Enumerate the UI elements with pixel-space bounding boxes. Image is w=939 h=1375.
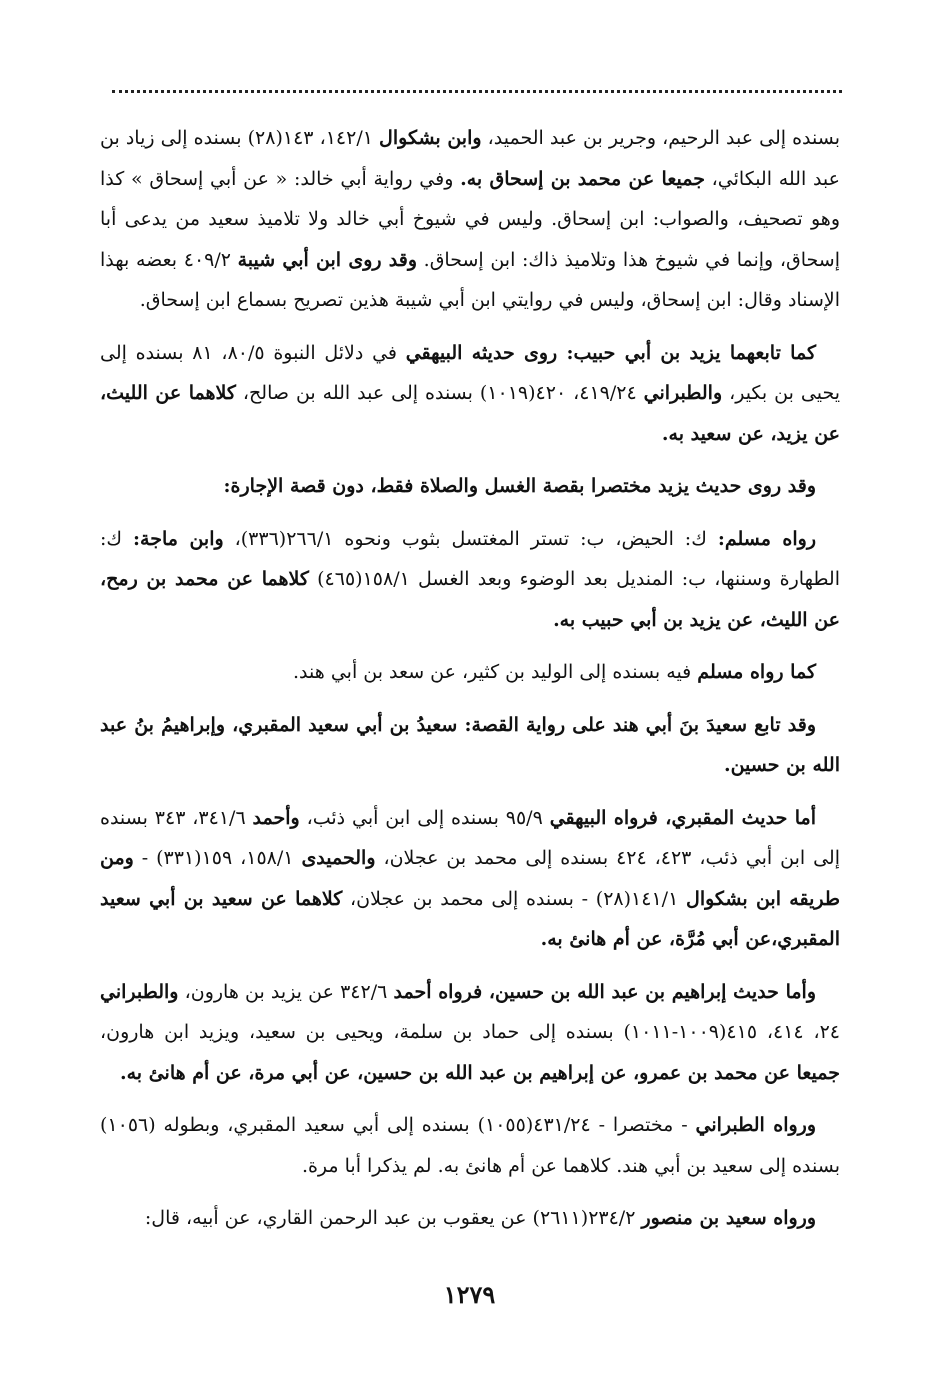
- bold-text-segment: وأما حديث إبراهيم بن عبد الله بن حسين، فرواه أحمد: [393, 980, 817, 1003]
- bold-text-segment: وقد تابع سعيدَ بنَ أبي هند على رواية القصة: سعيدُ بن أبي سعيد المقبري، وإبراهيمُ بنُ عبد الله بن حسين.: [100, 713, 840, 776]
- bold-text-segment: وابن ماجة:: [133, 527, 224, 550]
- bold-text-segment: كما تابعهما يزيد بن أبي حبيب: روى حديثه البيهقي: [405, 341, 817, 364]
- bold-text-segment: ورواه الطبراني: [695, 1114, 817, 1136]
- top-dotted-rule: [112, 90, 842, 93]
- bold-text-segment: والطبراني: [100, 980, 179, 1003]
- paragraph: [100, 1198, 840, 1239]
- text-segment: وفي رواية أبي خالد: « عن أبي إسحاق » كذا وهو تصحيف، والصواب: ابن إسحاق. وليس في شيوخ أبي خالد ولا تلاميذ سعيد من يدعى أبا إسحاق، وإنما في شيوخ هذا وتلاميذ ذاك: ابن إسحاق.: [100, 167, 840, 271]
- text-segment: ك: الطهارة وسننها، ب: المنديل بعد الوضوء وبعد الغسل ١٥٨/١(٤٦٥): [100, 527, 841, 590]
- text-segment: ٤١٩/٢٤، ٤٢٠(١٠١٩) بسنده إلى عبد الله بن صالح،: [235, 382, 644, 404]
- bold-text-segment: ومن طريقه ابن بشكوال: [100, 847, 840, 910]
- bold-text-segment: جميعا عن محمد بن إسحاق به.: [460, 167, 705, 190]
- bold-text-segment: أما حديث المقبري، فرواه البيهقي: [549, 806, 817, 829]
- bold-text-segment: كلاهما عن الليث، عن يزيد، عن سعيد به.: [100, 382, 840, 445]
- page-number: ١٢٧٩: [443, 1280, 496, 1309]
- text-segment: في دلائل النبوة ٨٠/٥، ٨١ بسنده إلى يحيى بن بكير،: [100, 341, 840, 404]
- bold-text-segment: والحميدى: [301, 847, 376, 869]
- paragraph: [100, 466, 840, 507]
- text-segment: فيه بسنده إلى الوليد بن كثير، عن سعد بن أبي هند.: [293, 661, 698, 683]
- paragraph: [100, 1105, 840, 1186]
- text-segment: ٩٥/٩ بسنده إلى ابن أبي ذئب،: [299, 806, 550, 829]
- paragraph: [100, 333, 840, 455]
- text-segment: ٤٠٩/٢ بعضه بهذا الإسناد وقال: ابن إسحاق، وليس في روايتي ابن أبي شيبة هذين تصريح بسماع ابن إسحاق.: [100, 248, 840, 311]
- bold-text-segment: جميعا عن محمد بن عمرو، عن إبراهيم بن عبد الله بن حسين، عن أبي مرة، عن أم هانئ به.: [119, 1061, 840, 1084]
- paragraph: [100, 652, 840, 693]
- bold-text-segment: وقد روى ابن أبي شيبة: [237, 248, 417, 271]
- text-segment: بسنده إلى عبد الرحيم، وجرير بن عبد الحميد،: [481, 127, 841, 149]
- bold-text-segment: كلاهما عن سعيد بن أبي سعيد المقبري،عن أبي مُرَّة، عن أم هانئ به.: [100, 887, 840, 950]
- paragraph: [100, 798, 840, 960]
- bold-text-segment: وابن بشكوال: [379, 127, 482, 149]
- bold-text-segment: والطبراني: [643, 382, 723, 404]
- text-segment: ٣٤٢/٦ عن يزيد بن هارون،: [178, 980, 394, 1003]
- bold-text-segment: كلاهما عن محمد بن رمح، عن الليث، عن يزيد بن أبي حبيب به.: [100, 568, 840, 631]
- bold-text-segment: كما رواه مسلم: [697, 661, 816, 683]
- body-text: [100, 118, 840, 1239]
- text-segment: - مختصرا - ٤٣١/٢٤(١٠٥٥) بسنده إلى أبي سعيد المقبري، وبطوله (١٠٥٦) بسنده إلى سعيد بن أبي هند. كلاهما عن أم هانئ به. لم يذكرا أبا مرة.: [100, 1114, 840, 1177]
- text-segment: ٢٤، ٤١٤، ٤١٥(١٠٠٩-١٠١١) بسنده إلى حماد بن سلمة، ويحيى بن سعيد، ويزيد ابن هارون،: [100, 1021, 840, 1043]
- bold-text-segment: وقد روى حديث يزيد مختصرا بقصة الغسل والصلاة فقط، دون قصة الإجارة:: [223, 475, 816, 497]
- paragraph: [100, 519, 840, 641]
- text-segment: ٢٣٤/٢(٢٦١١) عن يعقوب بن عبد الرحمن القاري، عن أبيه، قال:: [144, 1207, 642, 1229]
- text-segment: ٣٤١/٦، ٣٤٣ بسنده إلى ابن أبي ذئب، ٤٢٣، ٤٢٤ بسنده إلى محمد بن عجلان،: [100, 806, 840, 869]
- text-segment: ك: الحيض، ب: تستر المغتسل بثوب ونحوه ٢٦٦/١(٣٣٦)،: [223, 527, 718, 550]
- paragraph: [100, 118, 840, 321]
- paragraph: [100, 972, 840, 1094]
- paragraph: [100, 705, 840, 786]
- text-segment: ١٥٨/١، ١٥٩(٣٣١) -: [133, 847, 302, 869]
- bold-text-segment: رواه مسلم:: [717, 527, 816, 550]
- text-segment: ١٤٢/١، ١٤٣(٢٨) بسنده إلى زياد بن عبد الله البكائي،: [100, 127, 840, 190]
- text-segment: ١٤١/١(٢٨) - بسنده إلى محمد بن عجلان،: [342, 887, 687, 910]
- bold-text-segment: ورواه سعيد بن منصور: [641, 1207, 816, 1229]
- bold-text-segment: وأحمد: [252, 806, 300, 829]
